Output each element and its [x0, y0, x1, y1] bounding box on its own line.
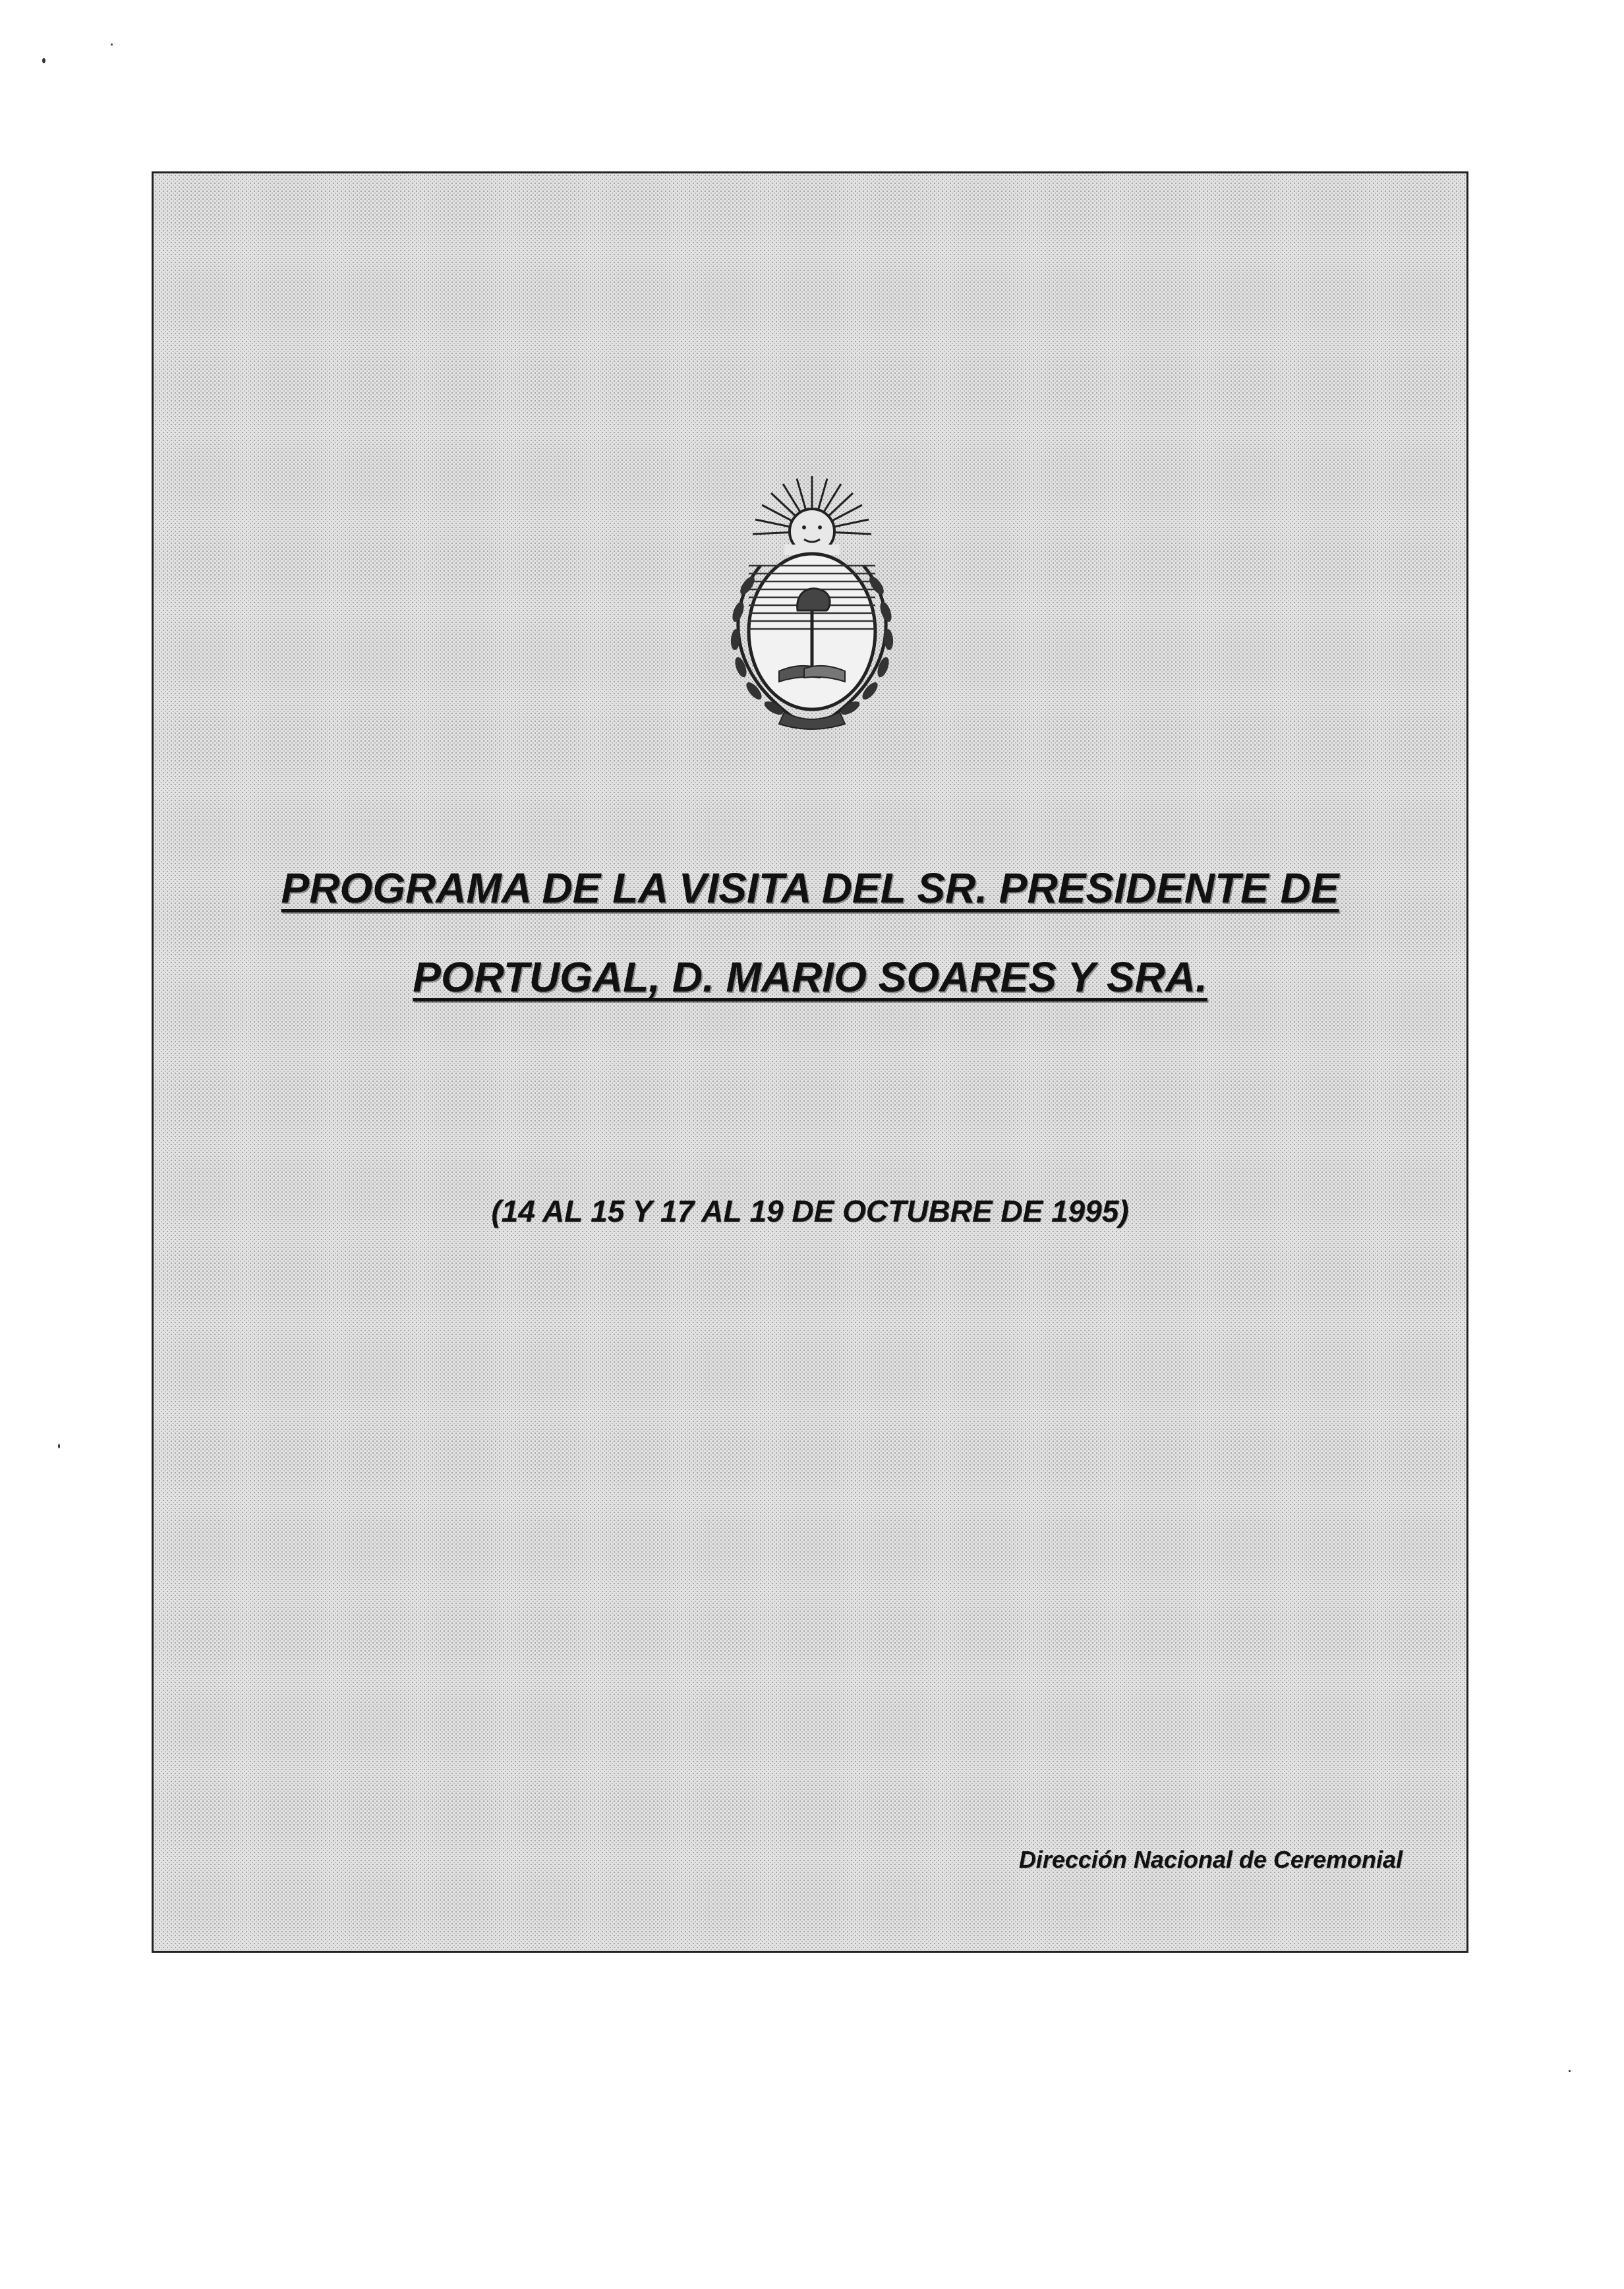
- visit-dates: (14 AL 15 Y 17 AL 19 DE OCTUBRE DE 1995): [491, 1194, 1129, 1228]
- program-title-line-1: PROGRAMA DE LA VISITA DEL SR. PRESIDENTE DE: [281, 864, 1339, 912]
- department-name: Dirección Nacional de Ceremonial: [1018, 1846, 1403, 1873]
- argentina-coat-of-arms-icon: [721, 473, 903, 730]
- program-title-line-2: PORTUGAL, D. MARIO SOARES Y SRA.: [413, 953, 1207, 1001]
- scan-speck: [111, 44, 113, 45]
- scan-speck: [58, 1444, 60, 1448]
- scan-speck: [42, 58, 45, 63]
- scan-speck: [1569, 2070, 1571, 2072]
- cover-panel: [152, 171, 1468, 1953]
